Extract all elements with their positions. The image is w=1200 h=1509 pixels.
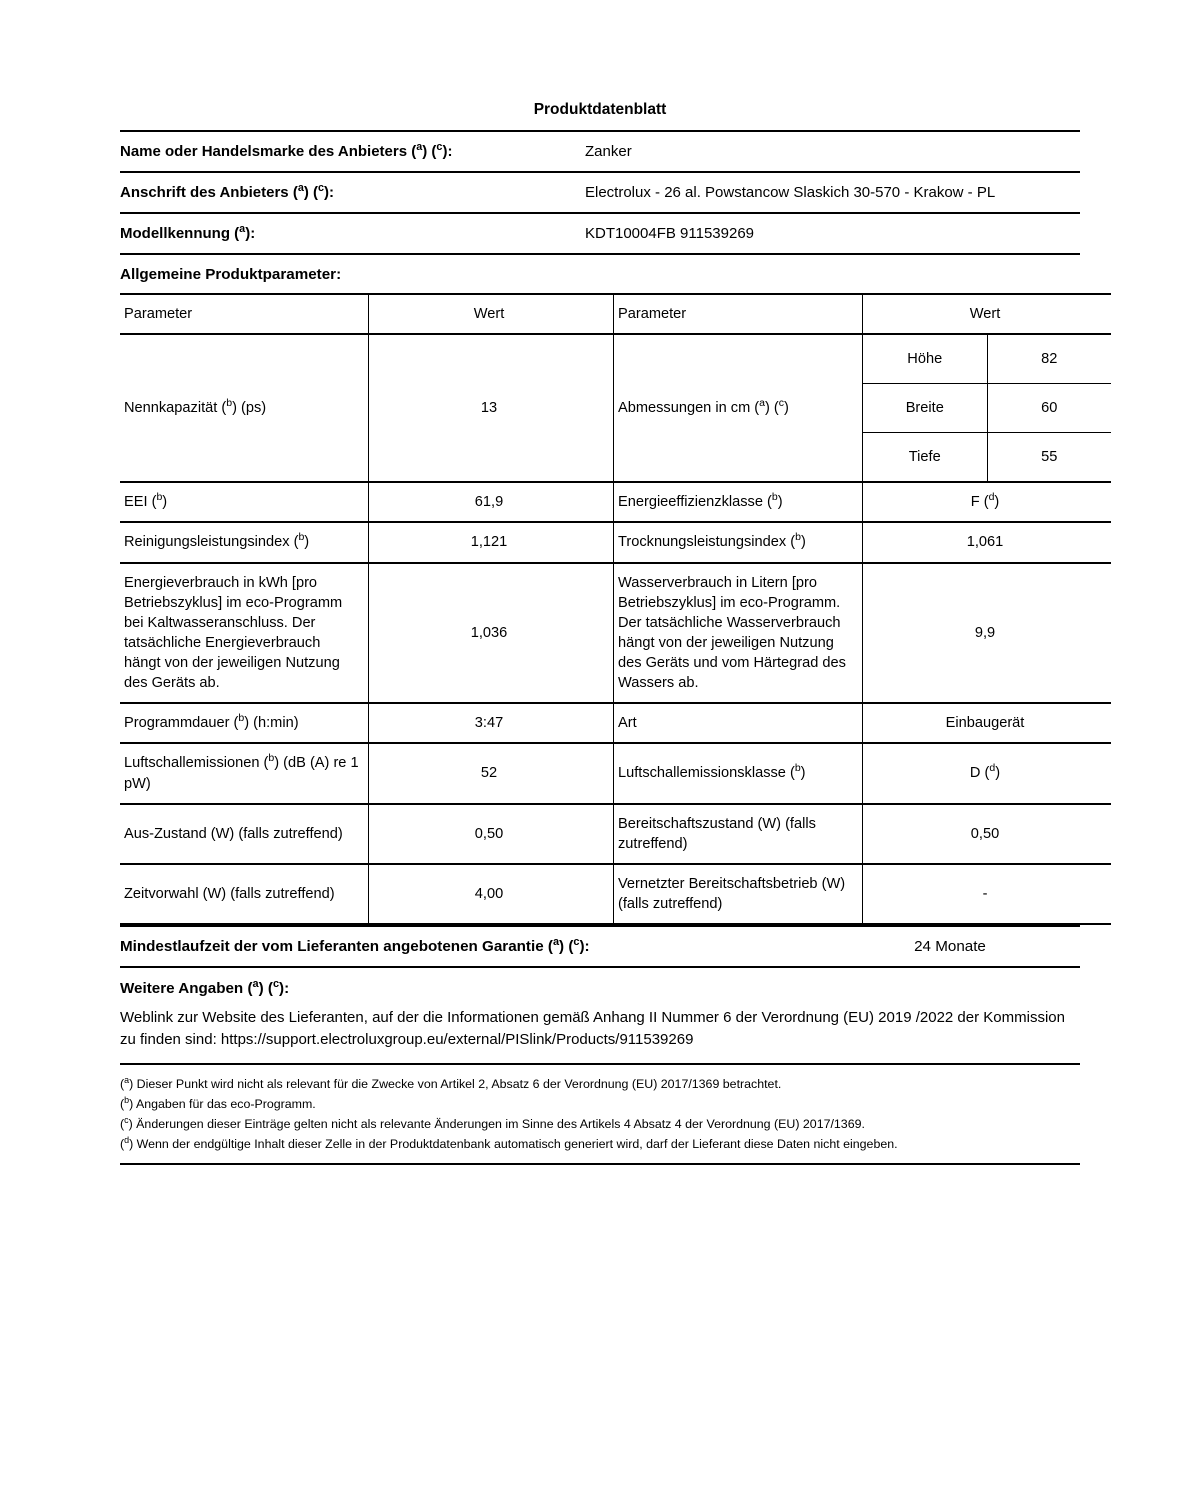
off-mode-value: 0,50	[369, 804, 614, 864]
noise-class-value	[863, 743, 1112, 803]
footnote-ref-b: ($^b$)	[259, 752, 280, 772]
supplier-identification-table	[120, 130, 1080, 253]
table-row-guarantee	[120, 926, 1080, 967]
capacity-label-text: Nennkapazität	[124, 400, 218, 417]
footnote-ref-b: ($^b$)	[147, 491, 168, 511]
footnote-d: ($^d$) Wenn der endgültige Inhalt dieser Zelle in der Produktdatenbank automatisch generiert wird, darf der Lieferant diese Daten nicht eingeben.	[120, 1134, 898, 1151]
eei-value: 61,9	[369, 482, 614, 522]
supplier-address-value: Electrolux - 26 al. Powstancow Slaskich 30-570 - Krakow - PL	[585, 172, 1080, 213]
footnote-ref-b: ($^b$)	[229, 712, 250, 732]
model-identifier-label	[120, 213, 585, 253]
footnote-ref-b: ($^b$)	[786, 531, 806, 551]
table-row-performance-indices	[120, 522, 1111, 562]
footnote-ref-b: ($^b$)	[785, 762, 806, 782]
water-consumption-value: 9,9	[863, 563, 1112, 704]
drying-index-value: 1,061	[863, 522, 1112, 562]
eei-label-text: EEI	[124, 494, 148, 511]
energy-class-label	[614, 482, 863, 522]
standby-mode-label: Bereitschaftszustand (W) (falls zutreffend)	[614, 804, 863, 864]
page-title: Produktdatenblatt	[533, 101, 667, 118]
header-parameter-right: Parameter	[614, 294, 863, 334]
dimensions-subtable-cell	[863, 334, 1112, 482]
table-row-delay-networked	[120, 864, 1111, 924]
footnote-b: ($^b$) Angaben für das eco-Programm.	[120, 1094, 316, 1111]
standby-mode-value: 0,50	[863, 804, 1112, 864]
eei-label	[120, 482, 369, 522]
table-header-row	[120, 294, 1111, 334]
drying-index-label	[614, 522, 863, 562]
capacity-value: 13	[369, 334, 614, 482]
noise-emissions-label-text: Luftschallemissionen	[124, 755, 260, 772]
capacity-label-suffix: (ps)	[236, 400, 267, 417]
footnote-ref-c: ($^c$)	[564, 936, 585, 956]
footnote-a-marker: a	[124, 1074, 130, 1085]
type-value: Einbaugerät	[863, 703, 1112, 743]
footnote-b-marker: b	[124, 1094, 130, 1105]
table-row-duration-type	[120, 703, 1111, 743]
footnote-ref-b: ($^b$)	[762, 491, 783, 511]
footnote-ref-a: ($^a$)	[407, 141, 428, 161]
guarantee-label-suffix: :	[584, 938, 590, 956]
footnote-c-marker: c	[124, 1114, 129, 1125]
table-row-eei-energy-class	[120, 482, 1111, 522]
guarantee-label	[120, 926, 820, 967]
table-row-capacity-dimensions	[120, 334, 1111, 482]
footnote-c-text: ) Änderungen dieser Einträge gelten nicht als relevante Änderungen im Sinne des Artikels 4 Absatz 4 der Verordnung (EU) 2017/1369.	[128, 1116, 865, 1131]
program-duration-label-text: Programmdauer	[124, 715, 230, 732]
supplier-name-value: Zanker	[585, 131, 1080, 172]
header-value-left: Wert	[369, 294, 614, 334]
supplier-weblink-text: Weblink zur Website des Lieferanten, auf der die Informationen gemäß Anhang II Nummer 6 der Verordnung (EU) 2019 /2022 der Kommission zu finden sind: https://support.electroluxgroup.eu/external/PISlink/Products/911539269	[120, 1007, 1080, 1065]
dimension-depth-value: 55	[1041, 449, 1058, 466]
guarantee-table	[120, 925, 1080, 968]
networked-standby-label: Vernetzter Bereitschaftsbetrieb (W) (falls zutreffend)	[614, 864, 863, 924]
table-row-model-identifier	[120, 213, 1080, 253]
supplier-name-label-text: Name oder Handelsmarke des Anbieters	[120, 143, 408, 161]
footnote-ref-c: ($^c$)	[263, 978, 285, 998]
dimension-height-value: 82	[987, 335, 1111, 384]
energy-class-label-text: Energieeffizienzklasse	[618, 494, 763, 511]
model-identifier-value: KDT10004FB 911539269	[585, 213, 1080, 253]
program-duration-label	[120, 703, 369, 743]
noise-class-label-text: Luftschallemissionsklasse	[618, 765, 786, 782]
header-parameter-left: Parameter	[120, 294, 369, 334]
supplier-name-label	[120, 131, 585, 172]
water-consumption-label: Wasserverbrauch in Litern [pro Betriebszyklus] im eco-Programm. Der tatsächliche Wasserverbrauch hängt von der jeweiligen Nutzung des Geräts und vom Härtegrad des Wassers ab.	[614, 563, 863, 704]
energy-class-value	[863, 482, 1112, 522]
further-info-heading	[120, 968, 1080, 1007]
further-info-heading-suffix: :	[284, 980, 290, 998]
table-row-noise	[120, 743, 1111, 803]
noise-class-value-text: D	[969, 765, 981, 782]
supplier-name-label-suffix: :	[447, 143, 453, 161]
footnote-ref-a: ($^a$)	[243, 978, 264, 998]
footnote-a-text: ) Dieser Punkt wird nicht als relevant für die Zwecke von Artikel 2, Absatz 6 der Verordnung (EU) 2017/1369 betrachtet.	[129, 1076, 782, 1091]
model-identifier-label-text: Modellkennung	[120, 225, 230, 243]
noise-class-label	[614, 743, 863, 803]
header-value-right: Wert	[863, 294, 1112, 334]
capacity-label	[120, 334, 369, 482]
noise-emissions-label	[120, 743, 369, 803]
dimensions-label-text: Abmessungen in cm	[618, 400, 751, 417]
table-row-supplier-name	[120, 131, 1080, 172]
noise-emissions-label-suffix: (dB (A) re 1 pW)	[124, 755, 359, 792]
energy-class-value-text: F	[970, 494, 980, 511]
dimensions-subtable	[863, 335, 1111, 481]
footnote-d-text: ) Wenn der endgültige Inhalt dieser Zelle in der Produktdatenbank automatisch generiert wird, darf der Lieferant diese Daten nicht eingeben.	[129, 1136, 898, 1151]
dimensions-label	[614, 334, 863, 482]
supplier-address-label	[120, 172, 585, 213]
supplier-address-label-suffix: :	[329, 184, 335, 202]
noise-emissions-value: 52	[369, 743, 614, 803]
dimension-depth-label: Tiefe	[863, 433, 987, 482]
cleaning-index-label	[120, 522, 369, 562]
program-duration-label-suffix: (h:min)	[249, 715, 299, 732]
cleaning-index-value: 1,121	[369, 522, 614, 562]
footnote-ref-a: ($^a$)	[288, 182, 309, 202]
dimension-height-label: Höhe	[863, 335, 987, 384]
off-mode-label: Aus-Zustand (W) (falls zutreffend)	[120, 804, 369, 864]
further-info-heading-text: Weitere Angaben	[120, 980, 244, 998]
dimension-width-value: 60	[987, 384, 1111, 433]
networked-standby-value: -	[982, 885, 988, 902]
drying-index-label-text: Trocknungsleistungsindex	[618, 534, 787, 551]
footnote-ref-a: ($^a$)	[543, 936, 565, 956]
footnote-c: ($^c$) Änderungen dieser Einträge gelten nicht als relevante Änderungen im Sinne des Artikels 4 Absatz 4 der Verordnung (EU) 2017/1369.	[120, 1114, 865, 1131]
supplier-address-label-text: Anschrift des Anbieters	[120, 184, 289, 202]
footnote-a: ($^a$) Dieser Punkt wird nicht als relevant für die Zwecke von Artikel 2, Absatz 6 der Verordnung (EU) 2017/1369 betrachtet.	[120, 1074, 782, 1091]
footnote-ref-c: ($^c$)	[769, 397, 789, 417]
dimension-width-label: Breite	[863, 384, 987, 433]
model-identifier-label-suffix: :	[250, 225, 256, 243]
delay-start-value: 4,00	[369, 864, 614, 924]
footnotes-section	[120, 1065, 1080, 1165]
table-row-dimension-depth	[863, 433, 1111, 482]
general-parameters-heading: Allgemeine Produktparameter:	[120, 253, 1080, 293]
footnote-d-marker: d	[124, 1134, 130, 1145]
footnote-ref-c: ($^c$)	[308, 182, 330, 202]
energy-consumption-label: Energieverbrauch in kWh [pro Betriebszyklus] im eco-Programm bei Kaltwasseranschluss. Der tatsächliche Energieverbrauch hängt von der jeweiligen Nutzung des Geräts ab.	[120, 563, 369, 704]
footnote-ref-a: ($^a$)	[750, 397, 770, 417]
table-row-off-standby	[120, 804, 1111, 864]
table-row-dimension-width	[863, 384, 1111, 433]
type-label: Art	[614, 703, 863, 743]
delay-start-label: Zeitvorwahl (W) (falls zutreffend)	[120, 864, 369, 924]
footnote-ref-c: ($^c$)	[427, 141, 448, 161]
footnote-ref-d: ($^d$)	[980, 762, 1001, 782]
table-row-supplier-address	[120, 172, 1080, 213]
footnote-b-text: ) Angaben für das eco-Programm.	[129, 1096, 316, 1111]
footnote-ref-b: ($^b$)	[217, 397, 237, 417]
product-parameters-table	[120, 293, 1111, 925]
table-row-consumption	[120, 563, 1111, 704]
guarantee-label-text: Mindestlaufzeit der vom Lieferanten angebotenen Garantie	[120, 938, 544, 956]
footnote-ref-b: ($^b$)	[289, 531, 310, 551]
energy-consumption-value: 1,036	[369, 563, 614, 704]
footnote-ref-d: ($^d$)	[979, 491, 1000, 511]
cleaning-index-label-text: Reinigungsleistungsindex	[124, 534, 290, 551]
program-duration-value: 3:47	[369, 703, 614, 743]
table-row-dimension-height	[863, 335, 1111, 384]
guarantee-value: 24 Monate	[914, 938, 986, 956]
footnote-ref-a: ($^a$)	[230, 223, 251, 243]
